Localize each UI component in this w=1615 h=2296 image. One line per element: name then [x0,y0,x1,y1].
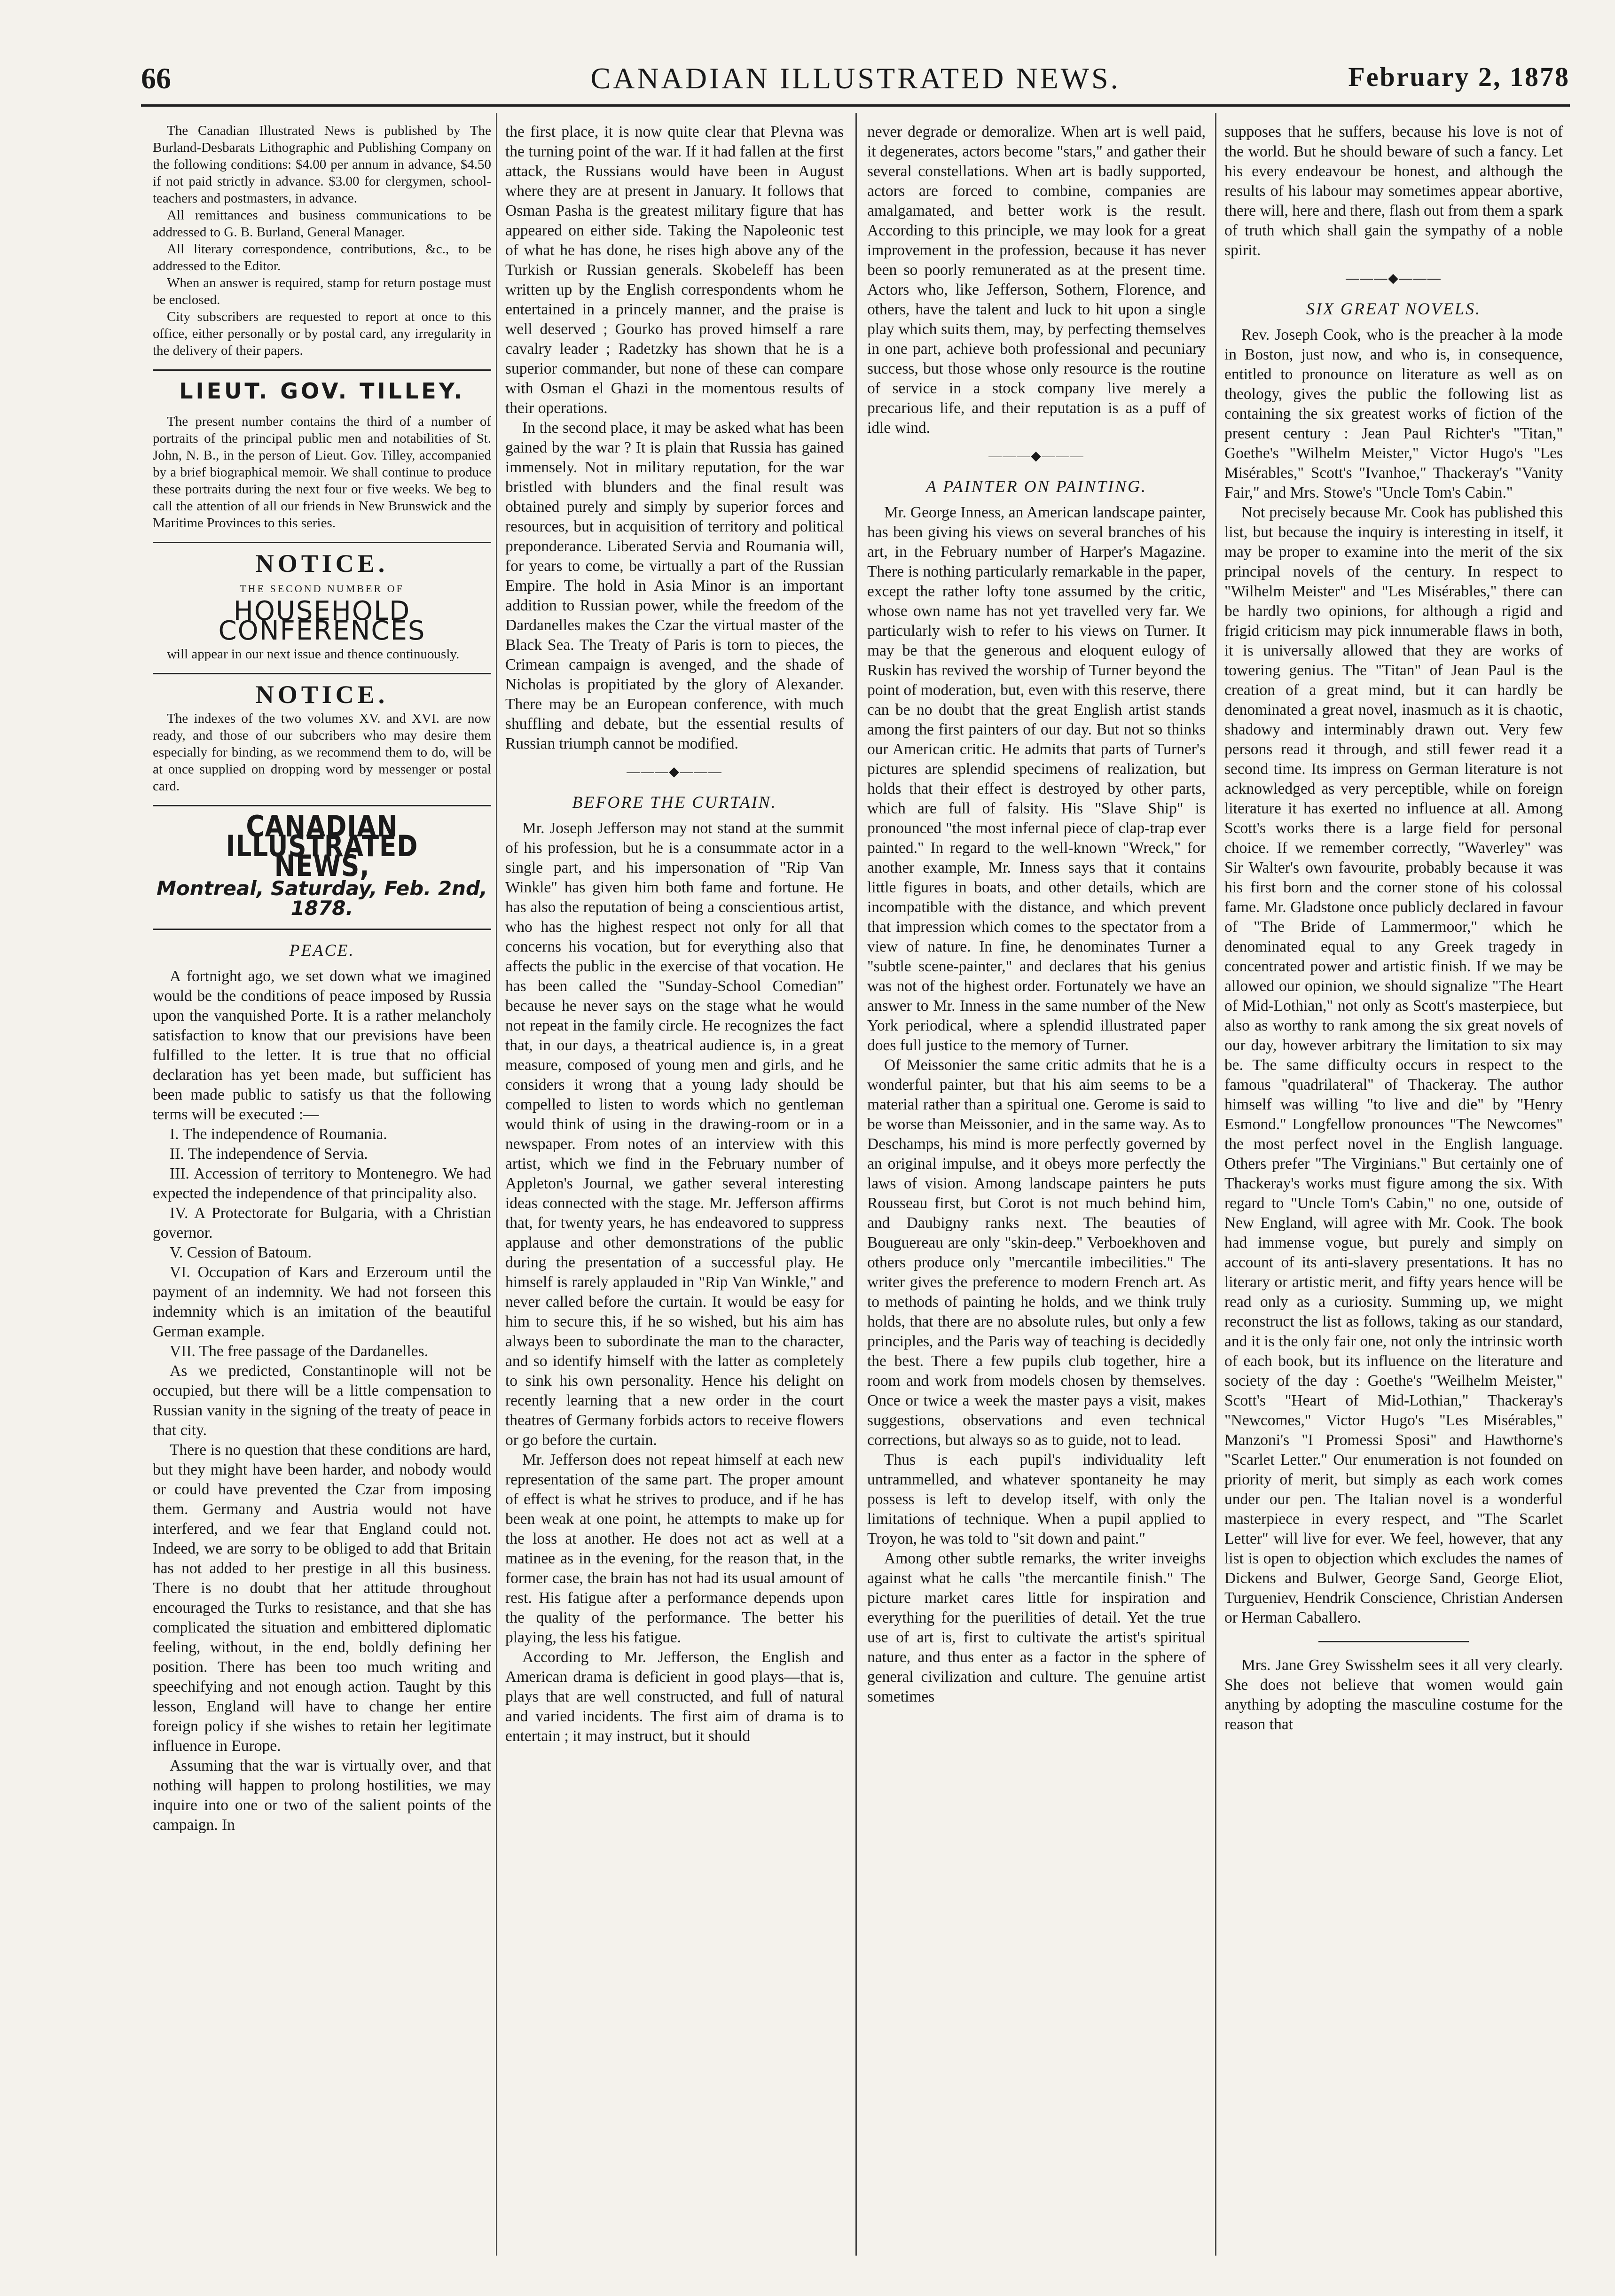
column-divider [1215,113,1216,2256]
article-paragraph: III. Accession of territory to Montenegro. We had expected the independence of that principality also. [153,1165,491,1202]
publisher-note: City subscribers are requested to report at once to this office, either personally or by postal card, any irregularity in the delivery of their papers. [153,309,491,358]
publisher-note: All remittances and business communications to be addressed to G. B. Burland, General Manager. [153,208,491,240]
article-paragraph: Mrs. Jane Grey Swisshelm sees it all very clearly. She does not believe that women would gain anything by adopting the masculine costume for the reason that [1224,1656,1563,1733]
article-paragraph: VI. Occupation of Kars and Erzeroum until the payment of an indemnity. We had not forseen this indemnity which is an imitation of the beautiful German example. [153,1264,491,1340]
peace-heading: PEACE. [289,941,355,960]
section-rule [153,673,491,674]
tilley-heading: LIEUT. GOV. TILLEY. [179,378,465,404]
section-rule [153,929,491,930]
column-1 [153,122,491,2256]
article-paragraph: In the second place, it may be asked what has been gained by the war ? It is plain that Russia has gained immensely. Not in military reputation, for the war bristled with blunders and the final result was obtained purely and simply by superior forces and resources, but in acquisition of territory and political preponderance. Liberated Servia and Roumania will, for years to come, be virtually a part of the Russian Empire. The hold in Asia Minor is an important addition to Russian power, while the freedom of the Dardanelles makes the Czar the virtual master of the Black Sea. The Treaty of Paris is torn to pieces, the Crimean campaign is avenged, and the shade of Nicholas is propitiated by the glory of Alexander. There may be an European conference, with much shuffling and debate, but the essential results of Russian triumph cannot be modified. [505,419,844,752]
publisher-note: The Canadian Illustrated News is published by The Burland-Desbarats Lithographic and Publishing Company on the following conditions: $4.00 per annum in advance, $4.50 if not paid strictly in advance. $3.00 for clergymen, school-teachers and postmasters, in advance. [153,123,491,206]
paper-title: CANADIAN ILLUSTRATED NEWS, [226,809,418,883]
column-divider [855,113,857,2256]
section-ornament: ———◆——— [1346,271,1442,286]
publisher-notes [153,122,491,359]
article-paragraph: Mr. George Inness, an American landscape painter, has been giving his views on several branches of his art, in the February number of Harper's Magazine. There is nothing particularly remarkable in the paper, except the rather lofty tone assumed by the critic, whose own name has not yet travelled very far. We particularly wish to refer to his views on Turner. It may be that the generous and eloquent eulogy of Ruskin has revived the worship of Turner beyond the point of moderation, but, even with this reserve, there can be no doubt that the great English artist stands among the first painters of our day. But not so thinks our American critic. He admits that parts of Turner's pictures are splendid specimens of realization, but holds that their effect is destroyed by other parts, which are full of falsity. His "Slave Ship" is pronounced "the most infernal piece of clap-trap ever painted." In regard to the well-known "Wreck," for another example, Mr. Inness says that it contains little figures in boats, and other details, which are incompatible with the distance, and which prevent that impression which comes to the spectator from a view of nature. In fine, he denominates Turner a "subtle scene-painter," and declares that his genius was not of the highest order. Fortunately we have an answer to Mr. Inness in the same number of the New York periodical, where a splendid illustrated paper does full justice to the memory of Turner. [867,504,1206,1054]
article-paragraph: A fortnight ago, we set down what we imagined would be the conditions of peace imposed by Russia upon the vanquished Porte. It is a rather melancholy satisfaction to know that our previsions have been fulfilled to the letter. It is true that no official declaration has yet been made, but sufficient has been made public to satisfy us that the following terms will be executed :— [153,968,491,1123]
notice-text: The indexes of the two volumes XV. and XVI. are now ready, and those of our subcribers who may desire them especially for binding, as we recommend them to do, will be at once supplied on dropping word by messenger or postal card. [153,711,491,794]
notice-subheading: THE SECOND NUMBER OF [240,583,404,594]
article-paragraph: II. The independence of Servia. [170,1145,368,1163]
publisher-note: All literary correspondence, contributions, &c., to be addressed to the Editor. [153,242,491,273]
column-3 [867,122,1206,2256]
curtain-heading: BEFORE THE CURTAIN. [572,793,777,812]
painter-heading: A PAINTER ON PAINTING. [925,477,1147,496]
article-paragraph: According to Mr. Jefferson, the English and American drama is deficient in good plays—that is, plays that are well constructed, and full of natural and varied incidents. The first aim of drama is to entertain ; it may instruct, but it should [505,1648,844,1745]
issue-date: February 2, 1878 [1348,62,1570,92]
column-2 [505,122,844,2256]
article-paragraph: Rev. Joseph Cook, who is the preacher à la mode in Boston, just now, and who is, in consequence, entitled to pronounce on literature as well as on theology, gives the public the following list as containing the six greatest works of fiction of the present century : Jean Paul Richter's "Titan," Goethe's "Wilhelm Meister," Victor Hugo's "Les Misérables," Scott's "Ivanhoe," Thackeray's "Vanity Fair," and Mrs. Stowe's "Uncle Tom's Cabin." [1224,326,1563,501]
article-paragraph: the first place, it is now quite clear that Plevna was the turning point of the war. If it had fallen at the first attack, the Russians would have been in August where they are at present in January. It follows that Osman Pasha is the greatest military figure that has appeared on either side. Taking the Napoleonic test of what he has done, he rises high above any of the Turkish or Russian generals. Skobeleff has been written up by the English correspondents whom he entertained in a princely manner, and the praise is well deserved ; Gourko has proved himself a rare cavalry leader ; Radetzky has shown that he is a superior commander, but none of these can compare with Osman el Ghazi in the momentous results of their operations. [505,123,844,417]
tilley-text: The present number contains the third of a number of portraits of the principal public men and notabilities of St. John, N. B., in the person of Lieut. Gov. Tilley, accompanied by a brief biographical memoir. We shall continue to produce these portraits during the next four or five weeks. We beg to call the attention of all our friends in New Brunswick and the Maritime Provinces to this series. [153,414,491,531]
section-ornament: ———◆——— [988,449,1084,463]
article-paragraph: V. Cession of Batoum. [170,1244,312,1261]
article-paragraph: Among other subtle remarks, the writer inveighs against what he calls "the mercantile finish." The picture market cares little for inspiration and everything for the puerilities of detail. Yet the true use of art is, first to cultivate the artist's spiritual nature, and thus enter as a factor in the sphere of general civilization and culture. The genuine artist sometimes [867,1550,1206,1705]
article-paragraph: Assuming that the war is virtually over, and that nothing will happen to prolong hostilities, we may inquire into one or two of the salient points of the campaign. In [153,1757,491,1834]
publisher-note: When an answer is required, stamp for return postage must be enclosed. [153,275,491,307]
article-paragraph: never degrade or demoralize. When art is well paid, it degenerates, actors become "stars," and gather their several constellations. When art is badly supported, actors are forced to combine, companies are amalgamated, and better work is the result. According to this principle, we may look for a great improvement in the profession, because it has never been so poorly remunerated as at the present time. Actors who, like Jefferson, Sothern, Florence, and others, have the talent and luck to hit upon a single play which suits them, may, by perfecting themselves in one part, achieve both professional and pecuniary success, but those whose only resource is the routine of service in a stock company live merely a precarious life, and their reputation is as a puff of idle wind. [867,123,1206,437]
paper-dateline: Montreal, Saturday, Feb. 2nd, 1878. [157,877,487,920]
notice-heading: NOTICE. [255,680,389,709]
column-4 [1224,122,1563,2256]
article-paragraph: Of Meissonier the same critic admits that he is a wonderful painter, but that his aim seems to be a material rather than a spiritual one. Gerome is said to be worse than Meissonier, and in the same way. As to Deschamps, his mind is more perfectly governed by an original impulse, and it obeys more perfectly the laws of vision. Among landscape painters he puts Rousseau first, but Corot is not much behind him, and Daubigny ranks next. The beauties of Bouguereau are only "skin-deep." Verboekhoven and others produce only "mercantile imbecilities." The writer gives the preference to modern French art. As to methods of painting he holds, and we think truly holds, that there are no absolute rules, but only a few principles, and the Paris way of teaching is decidedly the best. There a few pupils club together, hire a room and work from models chosen by themselves. Once or twice a week the master pays a visit, makes suggestions, observations and even technical corrections, but always so as to guide, not to lead. [867,1056,1206,1449]
section-rule [153,369,491,371]
article-paragraph: Mr. Jefferson does not repeat himself at each new representation of the same part. The proper amount of effect is what he strives to produce, and if he has been weak at one point, he attempts to make up for the loss at another. He does not act as well at a matinee as in the evening, for the reason that, in the former case, the brain has not had its usual amount of rest. His fatigue after a performance depends upon the quality of the performance. The better his playing, the less his fatigue. [505,1451,844,1646]
section-rule [153,542,491,543]
article-paragraph: I. The independence of Roumania. [170,1125,387,1143]
column-divider [496,113,497,2256]
article-paragraph: As we predicted, Constantinople will not be occupied, but there will be a little compensation to Russian vanity in the signing of the treaty of peace in that city. [153,1362,491,1439]
header-rule [141,104,1570,107]
section-rule [1318,1641,1469,1642]
page-number: 66 [141,62,171,95]
article-paragraph: Not precisely because Mr. Cook has published this list, but because the inquiry is interesting in itself, it may be proper to examine into the merit of the six principal novels of the century. In respect to "Wilhelm Meister" and "Les Misérables," there can be hardly two opinions, for although a rigid and frigid criticism may pick innumerable flaws in both, it is universally allowed that they are works of towering genius. The "Titan" of Jean Paul is the creation of a great mind, but it can hardly be denominated a great novel, inasmuch as it is chaotic, shadowy and interminably drawn out. Very few persons read it through, and still fewer read it a second time. Its impress on German literature is not acknowledged as very perceptible, while on foreign literature it has exerted no influence at all. Among Scott's works there is a large field for personal choice. If we remember correctly, "Waverley" was Sir Walter's own favourite, probably because it was his first born and the corner stone of his colossal fame. Mr. Gladstone once publicly declared in favour of "The Bride of Lammermoor," which he denominated equal to any Greek tragedy in concentrated power and artistic finish. If we may be allowed our opinion, we should signalize "The Heart of Mid-Lothian," not only as Scott's masterpiece, but also as worthy to rank among the six great novels of our day, however arbitrary the limitation to six may be. The same difficulty occurs in respect to the famous "quadrilateral" of Thackeray. The author himself was willing "to live and die" by "Henry Esmond." Longfellow pronounces "The Newcomes" the most perfect novel in the English language. Others prefer "The Virginians." But certainly one of Thackeray's works must figure among the six. With regard to "Uncle Tom's Cabin," no one, outside of New England, will agree with Mr. Cook. The book had immense vogue, but purely and simply on account of its anti-slavery presentations. It has no literary or artistic merit, and fifty years hence will be read only as a curiosity. Summing up, we might reconstruct the list as follows, taking as our standard, and it is the only fair one, not only the intrinsic worth of each book, but its influence on the literature and society of the day : Goethe's "Weilhelm Meister," Scott's "Heart of Mid-Lothian," Thackeray's "Newcomes," Victor Hugo's "Les Misérables," Manzoni's "I Promessi Sposi" and Hawthorne's "Scarlet Letter." Our enumeration is not founded on priority of merit, but simply as each work comes under our pen. The Italian novel is a wonderful masterpiece in every respect, and "The Scarlet Letter" will live for ever. We feel, however, that any list is open to objection which excludes the names of Dickens and Bulwer, George Sand, George Eliot, Turgueniev, Hendrik Conscience, Christian Andersen or Herman Caballero. [1224,504,1563,1626]
article-paragraph: supposes that he suffers, because his love is not of the world. But he should beware of such a fancy. Let his every endeavour be honest, and although the results of his labour may sometimes appear abortive, there will, here and there, flash out from them a spark of truth which shall gain the sympathy of a noble spirit. [1224,123,1563,259]
section-ornament: ———◆——— [627,765,722,779]
notice-heading: NOTICE. [255,549,389,578]
article-paragraph: Thus is each pupil's individuality left untrammelled, and whatever spontaneity he may possess is left to develop itself, with only the limitations of technique. When a pupil applied to Troyon, he was told to "sit down and paint." [867,1451,1206,1547]
page-header [141,61,1570,103]
masthead: CANADIAN ILLUSTRATED NEWS. [590,62,1121,95]
article-paragraph: There is no question that these conditions are hard, but they might have been harder, and nobody would or could have prevented the Czar from imposing them. Germany and Austria would not have interfered, and we fear that England could not. Indeed, we are sorry to be obliged to add that Britain has not added to her prestige in all this business. There is no doubt that her attitude throughout encouraged the Turks to resistance, and that she has complicated the situation and embittered diplomatic feeling, without, in the end, boldly defining her position. There has been too much writing and speechifying and not enough action. Taught by this lesson, England will have to change her entire foreign policy if she wishes to retain her legitimate influence in Europe. [153,1441,491,1755]
article-paragraph: VII. The free passage of the Dardanelles. [170,1343,429,1360]
household-conferences-title: HOUSEHOLD CONFERENCES [218,596,426,646]
article-paragraph: IV. A Protectorate for Bulgaria, with a Christian governor. [153,1204,491,1242]
notice-text: will appear in our next issue and thence continuously. [167,647,460,662]
novels-heading: SIX GREAT NOVELS. [1306,299,1481,318]
section-rule [153,805,491,806]
article-paragraph: Mr. Joseph Jefferson may not stand at the summit of his profession, but he is a consummate actor in a single part, and his impersonation of "Rip Van Winkle" has given him both fame and fortune. He has also the reputation of being a conscientious artist, who has the highest respect not only for all that concerns his vocation, but for everything also that affects the public in the exercise of that vocation. He has been called the "Sunday-School Comedian" because he never says on the stage what he would not repeat in the family circle. He recognizes the fact that, in our days, a theatrical audience is, in a great measure, composed of young men and girls, and he considers it wrong that a young lady should be compelled to listen to words which no gentleman would think of using in the drawing-room or in a newspaper. From notes of an interview with this artist, which we find in the February number of Appleton's Journal, we gather several interesting ideas connected with the stage. Mr. Jefferson affirms that, for twenty years, he has endeavored to suppress applause and other demonstrations of the public during the presentation of a successful play. He himself is rarely applauded in "Rip Van Winkle," and never called before the curtain. It would be easy for him to secure this, if he so wished, but his aim has always been to subordinate the man to the character, and so identify himself with the latter as completely to sink his own personality. Hence his delight on recently learning that a new order in the court theatres of Germany forbids actors to receive flowers or go before the curtain. [505,820,844,1449]
